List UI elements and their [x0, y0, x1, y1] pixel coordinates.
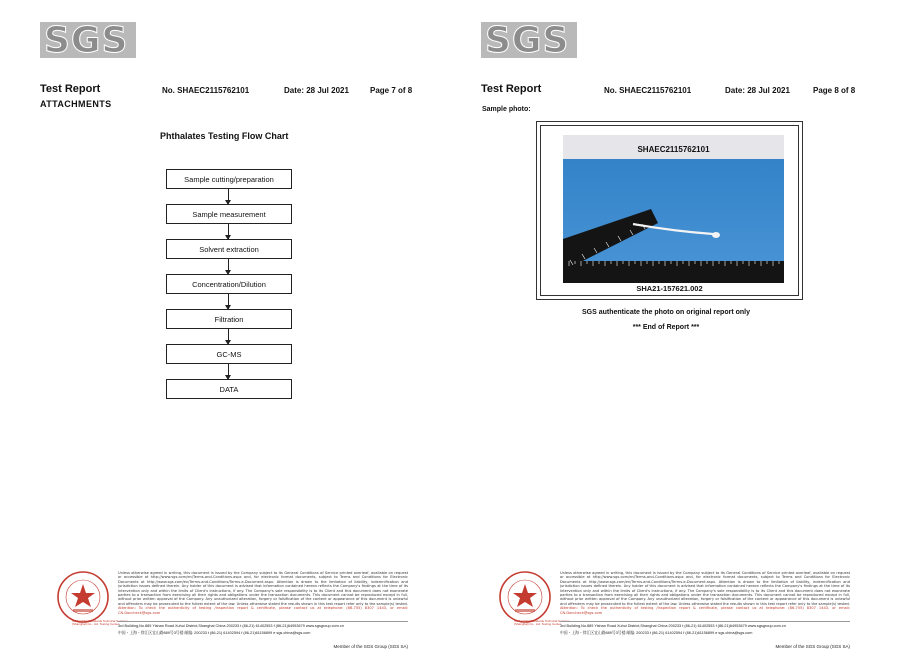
flow-step: Sample measurement: [166, 204, 292, 224]
report-number: No. SHAEC2115762101: [162, 86, 250, 95]
sample-photo-frame: [536, 121, 803, 300]
flow-arrow: [228, 329, 229, 344]
flow-step: GC-MS: [166, 344, 292, 364]
end-of-report: *** End of Report ***: [632, 324, 700, 331]
flow-step: Solvent extraction: [166, 239, 292, 259]
legal-disclaimer: Unless otherwise agreed in writing, this document is issued by the Company subject to its General Conditions of Service printed overleaf, available on request or accessible at http://www.sgs.com/en/Terms-and-Conditions.aspx and, for electronic format documents, subject to Terms and Conditions for Electronic Documents at http://www.sgs.com/en/Terms-and-Conditions/Terms-e-Document.aspx. Attention is drawn to the limitation of liability, indemnification and jurisdiction issues defined therein. Any holder of this document is advised that information contained hereon reflects the Company's findings at the time of its intervention only and within the limits of Client's instructions, if any. The Company's sole responsibility is to its Client and this document does not exonerate parties to a transaction from exercising all their rights and obligations under the transaction documents. This document cannot be reproduced except in full, without prior written approval of the Company. Any unauthorized alteration, forgery or falsification of the content or appearance of this document is unlawful and offenders may be prosecuted to the fullest extent of the law. Unless otherwise stated the results shown in this test report refer only to the sample(s) tested. Attention: To check the authenticity of testing /inspection report & certificate, please contact us at telephone: (86-755) 8307 1443, or email: CN.Doccheck@sgs.com: [118, 571, 408, 615]
legal-disclaimer: Unless otherwise agreed in writing, this document is issued by the Company subject to its General Conditions of Service printed overleaf, available on request or accessible at http://www.sgs.com/en/Terms-and-Conditions.aspx and, for electronic format documents, subject to Terms and Conditions for Electronic Documents at http://www.sgs.com/en/Terms-and-Conditions/Terms-e-Document.aspx. Attention is drawn to the limitation of liability, indemnification and jurisdiction issues defined therein. Any holder of this document is advised that information contained hereon reflects the Company's findings at the time of its intervention only and within the limits of Client's instructions, if any. The Company's sole responsibility is to its Client and this document does not exonerate parties to a transaction from exercising all their rights and obligations under the transaction documents. This document cannot be reproduced except in full, without prior written approval of the Company. Any unauthorized alteration, forgery or falsification of the content or appearance of this document is unlawful and offenders may be prosecuted to the fullest extent of the law. Unless otherwise stated the results shown in this test report refer only to the sample(s) tested. Attention: To check the authenticity of testing /inspection report & certificate, please contact us at telephone: (86-755) 8307 1443, or email: CN.Doccheck@sgs.com: [560, 571, 850, 615]
flow-arrow: [228, 189, 229, 204]
page-number: Page 8 of 8: [813, 86, 856, 95]
flow-step: Sample cutting/preparation: [166, 169, 292, 189]
flow-step: DATA: [166, 379, 292, 399]
sgs-logo: SGS: [481, 22, 577, 66]
flow-arrow: [228, 364, 229, 379]
authentication-note: SGS authenticate the photo on original report only: [581, 309, 750, 316]
company-seal-icon: [56, 570, 110, 624]
flow-arrow: [228, 259, 229, 274]
stamp-text: SGS-CSTC Standards Technical Services (Shanghai) Co., Ltd. Testing Center: [72, 619, 128, 626]
flowchart-title: Phthalates Testing Flow Chart: [160, 131, 289, 141]
report-date: Date: 28 Jul 2021: [725, 86, 790, 95]
sample-photo-label: Sample photo:: [482, 106, 531, 113]
sample-photo-image: [563, 135, 784, 283]
report-date: Date: 28 Jul 2021: [284, 86, 349, 95]
member-note: Member of the SGS Group (SGS SA): [333, 644, 408, 649]
flow-arrow: [228, 224, 229, 239]
report-title: Test Report: [40, 83, 101, 95]
report-title: Test Report: [481, 83, 542, 95]
photo-overlay-code: SHAEC2115762101: [637, 145, 710, 154]
address-english: 3rd Building,No.889 Yishan Road Xuhui District,Shanghai China 200233 t (86-21) 61402553 f (86-21)64953679 www.sgsgroup.com.cn: [118, 624, 344, 628]
page-footer: [480, 566, 852, 650]
authenticity-notice: Attention: To check the authenticity of testing /inspection report & certificate, please contact us at telephone: (86-755) 8307 1443, or email: CN.Doccheck@sgs.com: [118, 606, 408, 615]
stamp-text: SGS-CSTC Standards Technical Services (Shanghai) Co., Ltd. Testing Center: [514, 619, 570, 626]
photo-caption: SHA21-157621.002: [636, 284, 703, 293]
flow-arrow: [228, 294, 229, 309]
flow-step: Filtration: [166, 309, 292, 329]
member-note: Member of the SGS Group (SGS SA): [775, 644, 850, 649]
sgs-logo: SGS: [40, 22, 136, 66]
address-chinese: 中国・上海・徐汇区宜山路889号3号楼 邮编: 200233 t (86-21) 61402594 f (86-21)61156899 e sgs.china@sgs.com: [560, 631, 753, 635]
flow-step: Concentration/Dilution: [166, 274, 292, 294]
address-english: 3rd Building,No.889 Yishan Road Xuhui District,Shanghai China 200233 t (86-21) 61402553 f (86-21)64953679 www.sgsgroup.com.cn: [560, 624, 786, 628]
company-address: [118, 621, 408, 637]
sample-photo: [563, 135, 784, 283]
page-footer: [38, 566, 410, 650]
report-number: No. SHAEC2115762101: [604, 86, 692, 95]
company-address: [560, 621, 850, 637]
page-number: Page 7 of 8: [370, 86, 413, 95]
section-heading: ATTACHMENTS: [40, 99, 112, 109]
company-seal-icon: [498, 570, 552, 624]
address-chinese: 中国・上海・徐汇区宜山路889号3号楼 邮编: 200233 t (86-21) 61402594 f (86-21)61156899 e sgs.china@sgs.com: [118, 631, 311, 635]
authenticity-notice: Attention: To check the authenticity of testing /inspection report & certificate, please contact us at telephone: (86-755) 8307 1443, or email: CN.Doccheck@sgs.com: [560, 606, 850, 615]
